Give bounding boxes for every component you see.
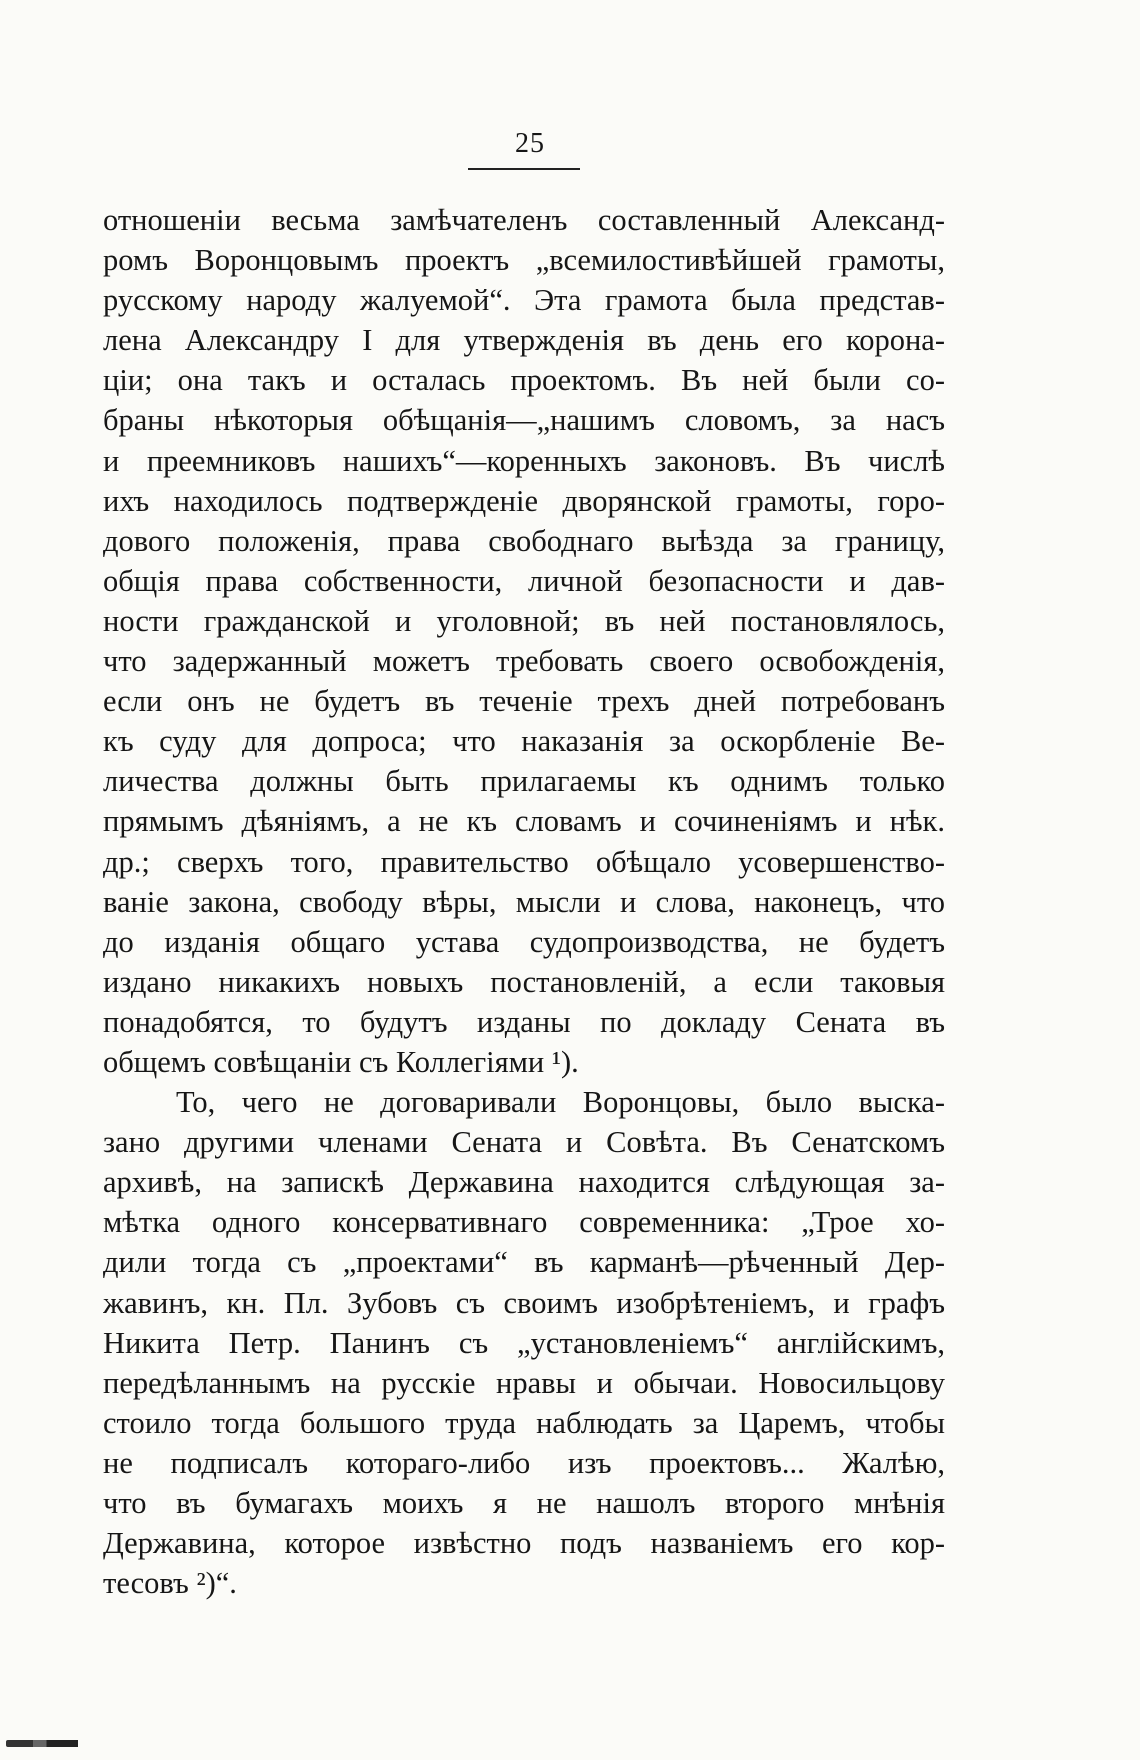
text-line: др.; сверхъ того, правительство обѣщало усовершенство-: [103, 844, 945, 879]
text-line: зано другими членами Сената и Совѣта. Въ Сенатскомъ: [103, 1125, 945, 1160]
text-line: тесовъ ²)“.: [103, 1566, 237, 1601]
text-line: Никита Петр. Панинъ съ „установленiемъ“ англiйскимъ,: [103, 1325, 945, 1360]
text-line: что задержанный можетъ требовать своего освобожденiя,: [103, 644, 945, 679]
text-line: То, чего не договаривали Воронцовы, было выска-: [176, 1085, 945, 1120]
body-text: [103, 200, 945, 1603]
scan-speck-bottom: [6, 1740, 96, 1747]
text-line: прямымъ дѣянiямъ, а не къ словамъ и сочиненiямъ и нѣк.: [103, 804, 945, 839]
page-number: 25: [515, 128, 545, 159]
text-line: общемъ совѣщанiи съ Коллегiями ¹).: [103, 1044, 579, 1079]
text-line: Державина, которое извѣстно подъ названiемъ его кор-: [103, 1526, 945, 1561]
paragraph-2: [103, 1082, 945, 1603]
text-line: издано никакихъ новыхъ постановленiй, а если таковыя: [103, 964, 945, 999]
text-line: русскому народу жалуемой“. Эта грамота была представ-: [103, 283, 945, 318]
text-line: къ суду для допроса; что наказанiя за оскорбленiе Ве-: [103, 724, 945, 759]
text-line: ихъ находилось подтвержденiе дворянской грамоты, горо-: [103, 483, 945, 518]
text-line: ромъ Воронцовымъ проектъ „всемилостивѣйшей грамоты,: [103, 243, 945, 278]
text-line: стоило тогда большого труда наблюдать за Царемъ, чтобы: [103, 1405, 945, 1440]
text-line: дового положенiя, права свободнаго выѣзда за границу,: [103, 523, 945, 558]
scan-speck-top: [130, 18, 220, 24]
text-line: архивѣ, на запискѣ Державина находится слѣдующая за-: [103, 1165, 945, 1200]
text-line: ванiе закона, свободу вѣры, мысли и слова, наконецъ, что: [103, 884, 945, 919]
text-line: цiи; она такъ и осталась проектомъ. Въ ней были со-: [103, 363, 945, 398]
text-line: передѣланнымъ на русскiе нравы и обычаи. Новосильцову: [103, 1365, 945, 1400]
page-number-rule: [468, 168, 580, 170]
text-line: что въ бумагахъ моихъ я не нашолъ второго мнѣнiя: [103, 1486, 945, 1520]
text-line: мѣтка одного консервативнаго современника: „Трое хо-: [103, 1205, 945, 1240]
text-line: лена Александру I для утвержденiя въ день его корона-: [103, 323, 945, 358]
text-line: ности гражданской и уголовной; въ ней постановлялось,: [103, 603, 945, 638]
text-line: и преемниковъ нашихъ“—коренныхъ законовъ. Въ числѣ: [103, 443, 945, 478]
text-line: браны нѣкоторыя обѣщанiя—„нашимъ словомъ, за насъ: [103, 403, 945, 438]
text-line: жавинъ, кн. Пл. Зубовъ съ своимъ изобрѣтенiемъ, и графъ: [103, 1285, 945, 1320]
text-line: общiя права собственности, личной безопасности и дав-: [103, 563, 945, 598]
text-line: отношенiи весьма замѣчателенъ составленный Александ-: [103, 203, 945, 237]
text-line: понадобятся, то будутъ изданы по докладу Сената въ: [103, 1004, 945, 1039]
text-line: до изданiя общаго устава судопроизводства, не будетъ: [103, 924, 945, 959]
text-line: не подписалъ котораго-либо изъ проектовъ... Жалѣю,: [103, 1445, 945, 1480]
text-line: если онъ не будетъ въ теченiе трехъ дней потребованъ: [103, 684, 945, 719]
text-line: личества должны быть прилагаемы къ однимъ только: [103, 764, 945, 799]
text-line: дили тогда съ „проектами“ въ карманѣ—рѣченный Дер-: [103, 1245, 945, 1280]
paragraph-1: [103, 200, 945, 1082]
